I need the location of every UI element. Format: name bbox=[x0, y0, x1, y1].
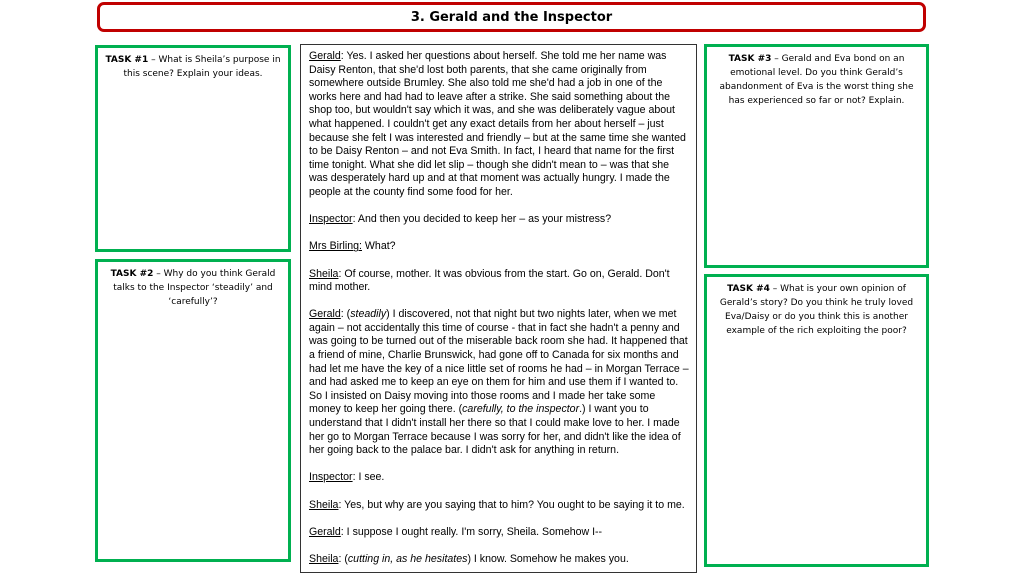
line-text: : I see. bbox=[352, 471, 385, 484]
task-1-label: TASK #1 bbox=[105, 55, 149, 65]
script-line-2 bbox=[309, 213, 689, 227]
speaker-name: Inspector bbox=[309, 471, 353, 484]
speaker-name: Gerald bbox=[309, 50, 341, 62]
line-text: : And then you decided to keep her – as your mistress? bbox=[352, 213, 612, 226]
script-line-3 bbox=[309, 240, 689, 254]
task-4-label: TASK #4 bbox=[727, 284, 770, 294]
task-4-box bbox=[704, 274, 929, 567]
task-4-question: – What is your own opinion of Gerald’s story? Do you think he truly loved Eva/Daisy or do you think this is another example of the rich exploiting the poor? bbox=[719, 284, 914, 336]
script-line-1 bbox=[309, 50, 689, 200]
stage-direction: cutting in, as he hesitates bbox=[347, 552, 468, 565]
task-2-question: – Why do you think Gerald talks to the Inspector ‘steadily’ and ‘carefully’? bbox=[113, 269, 276, 307]
line-text: : Yes. I asked her questions about herself. She told me her name was Daisy Renton, that she'd lost both parents, that she came originally from somewhere outside Brumley. She also told me she'd had a job in one of the works here and had had to leave after a strike. She said something about the shop too, but wouldn't say which it was, and she was deliberately vague about what happened. I couldn't get any exact details from her about herself – just because she felt I was interested and friendly – but at the same time she wanted to be Daisy Renton – and not Eva Smith. In fact, I heard that name for the first time tonight. What she did let slip – though she didn't mean to – was that she was desperately hard up and at that moment was actually hungry. I made the people at the county find some food for her. bbox=[309, 50, 686, 198]
script-line-9 bbox=[309, 553, 689, 567]
speaker-name: Sheila bbox=[309, 498, 339, 511]
task-2-box bbox=[95, 259, 291, 562]
stage-direction: carefully, to the inspector bbox=[462, 403, 580, 416]
line-text: ) I discovered, not that night but two nights later, when we met again – not accidentally this time of course - that in fact she hadn't a penny and was going to be turned out of the miserable back room she had. It happened that a friend of mine, Charlie Brunswick, had gone off to Canada for six months and had let me have the key of a nice little set of rooms he had – in Morgan Terrace – and had asked me to keep an eye on them for him and use them if I wanted to. So I insisted on Daisy moving into those rooms and I made her take some money to keep her going there. ( bbox=[309, 308, 689, 416]
script-line-7 bbox=[309, 499, 689, 513]
speaker-name: Mrs Birling: bbox=[309, 240, 362, 253]
script-line-8 bbox=[309, 526, 689, 540]
task-3-question: – Gerald and Eva bond on an emotional level. Do you think Gerald’s abandonment of Eva is the worst thing she has experienced so far or not? Explain. bbox=[719, 54, 914, 106]
line-text: : ( bbox=[338, 552, 348, 565]
line-text: : ( bbox=[340, 308, 351, 321]
line-text: : Yes, but why are you saying that to him? You ought to be saying it to me. bbox=[338, 498, 685, 511]
speaker-name: Inspector bbox=[309, 213, 353, 226]
task-3-box bbox=[704, 44, 929, 268]
speaker-name: Sheila bbox=[309, 267, 339, 280]
line-text: : I suppose I ought really. I'm sorry, Sheila. Somehow I-- bbox=[340, 525, 603, 538]
stage-direction: steadily bbox=[350, 308, 387, 321]
line-text: ) I know. Somehow he makes you. bbox=[467, 552, 629, 565]
speaker-name: Sheila bbox=[309, 552, 339, 565]
title-box bbox=[97, 2, 926, 32]
page-title: 3. Gerald and the Inspector bbox=[410, 9, 613, 25]
task-1-box bbox=[95, 45, 291, 252]
script-extract bbox=[300, 44, 697, 573]
script-line-5 bbox=[309, 308, 689, 458]
line-text: What? bbox=[361, 240, 396, 253]
script-line-4 bbox=[309, 268, 689, 295]
speaker-name: Gerald bbox=[309, 525, 341, 538]
task-2-label: TASK #2 bbox=[110, 269, 154, 279]
script-line-6 bbox=[309, 471, 689, 485]
task-1-question: – What is Sheila’s purpose in this scene? Explain your ideas. bbox=[123, 55, 281, 79]
speaker-name: Gerald bbox=[309, 308, 341, 321]
line-text: .) I want you to understand that I didn't install her there so that I could make love to her. I made her go to Morgan Terrace because I was sorry for her, and didn't like the idea of her going back to the palace bar. I didn't ask for anything in return. bbox=[309, 403, 681, 457]
task-3-label: TASK #3 bbox=[728, 54, 772, 64]
line-text: : Of course, mother. It was obvious from the start. Go on, Gerald. Don't mind mother. bbox=[309, 267, 670, 294]
